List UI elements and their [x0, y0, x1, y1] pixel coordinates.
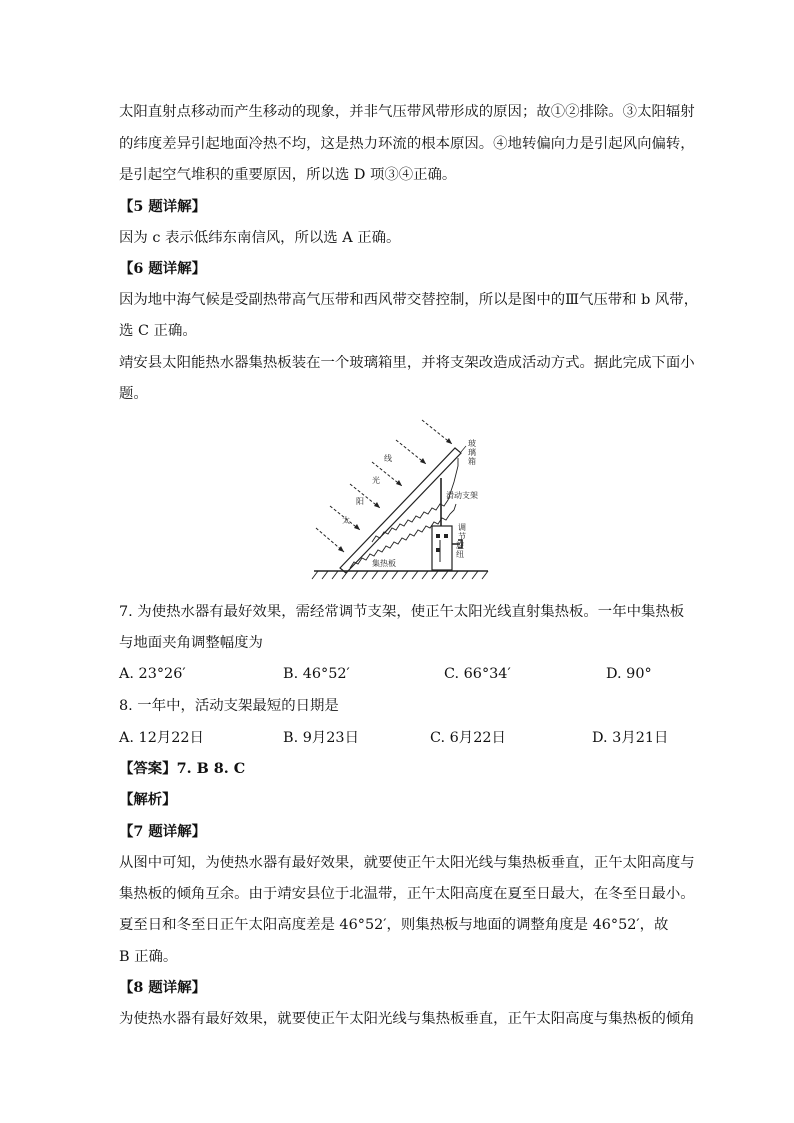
paragraph-line: 因为地中海气候是受副热带高气压带和西风带交替控制，所以是图中的Ⅲ气压带和 b 风带，	[119, 292, 699, 308]
q7-option-c: C. 66°34′	[444, 666, 511, 682]
ray-arrowheads	[338, 438, 452, 552]
sun-label-char: 线	[384, 454, 392, 463]
answer-line: 【答案】7. B 8. C	[119, 760, 246, 777]
paragraph-line: 是引起空气堆积的重要原因，所以选 D 项③④正确。	[119, 167, 457, 183]
paragraph-line: 从图中可知，为使热水器有最好效果，就要使正午太阳光线与集热板垂直，正午太阳高度与	[119, 855, 695, 871]
paragraph-line: B 正确。	[119, 949, 178, 965]
glass-box	[340, 448, 461, 573]
q8-option-c: C. 6月22日	[430, 730, 506, 746]
paragraph-line: 集热板的倾角互余。由于靖安县位于北温带，正午太阳高度在夏至日最大，在冬至日最小。	[119, 886, 695, 902]
solar-collector-diagram	[310, 418, 492, 590]
section-heading-8: 【8 题详解】	[119, 979, 206, 996]
label-slide-support: 滑动支架	[446, 491, 478, 500]
section-heading-6: 【6 题详解】	[119, 260, 206, 277]
paragraph-line: 太阳直射点移动而产生移动的现象，并非气压带风带形成的原因；故①②排除。③太阳辐射	[119, 104, 695, 120]
paragraph-line: 因为 c 表示低纬东南信风，所以选 A 正确。	[119, 230, 401, 246]
q8-option-a: A. 12月22日	[119, 730, 204, 746]
paragraph-line: 为使热水器有最好效果，就要使正午太阳光线与集热板垂直，正午太阳高度与集热板的倾角	[119, 1011, 695, 1027]
sun-label-char: 光	[372, 476, 380, 485]
section-heading-7: 【7 题详解】	[119, 823, 206, 840]
ground-hatching	[312, 571, 488, 579]
q7-stem: 与地面夹角调整幅度为	[119, 635, 263, 651]
analysis-heading: 【解析】	[119, 791, 177, 808]
q8-stem: 8. 一年中，活动支架最短的日期是	[119, 698, 339, 714]
q8-option-b: B. 9月23日	[283, 730, 359, 746]
label-glass-box: 玻璃箱	[468, 439, 476, 466]
q7-option-d: D. 90°	[606, 666, 652, 682]
paragraph-line: 夏至日和冬至日正午太阳高度差是 46°52′，则集热板与地面的调整角度是 46°52′，故	[119, 917, 669, 933]
label-adjust-knob: 调节旋纽	[456, 523, 466, 559]
adjust-box	[432, 526, 452, 570]
q8-option-d: D. 3月21日	[592, 730, 669, 746]
intro-line: 靖安县太阳能热水器集热板装在一个玻璃箱里，并将支架改造成活动方式。据此完成下面小	[119, 355, 695, 371]
q7-stem: 7. 为使热水器有最好效果，需经常调节支架，使正午太阳光线直射集热板。一年中集热板	[119, 604, 685, 620]
paragraph-line: 的纬度差异引起地面冷热不均，这是热力环流的根本原因。④地转偏向力是引起风向偏转，	[119, 136, 695, 152]
q7-option-a: A. 23°26′	[119, 666, 186, 682]
intro-line: 题。	[119, 386, 148, 402]
paragraph-line: 选 C 正确。	[119, 323, 197, 339]
section-heading-5: 【5 题详解】	[119, 198, 206, 215]
q7-option-b: B. 46°52′	[283, 666, 350, 682]
label-collector: 集热板	[372, 559, 396, 568]
sun-label-char: 太	[342, 516, 350, 525]
sun-label-char: 阳	[356, 497, 364, 506]
